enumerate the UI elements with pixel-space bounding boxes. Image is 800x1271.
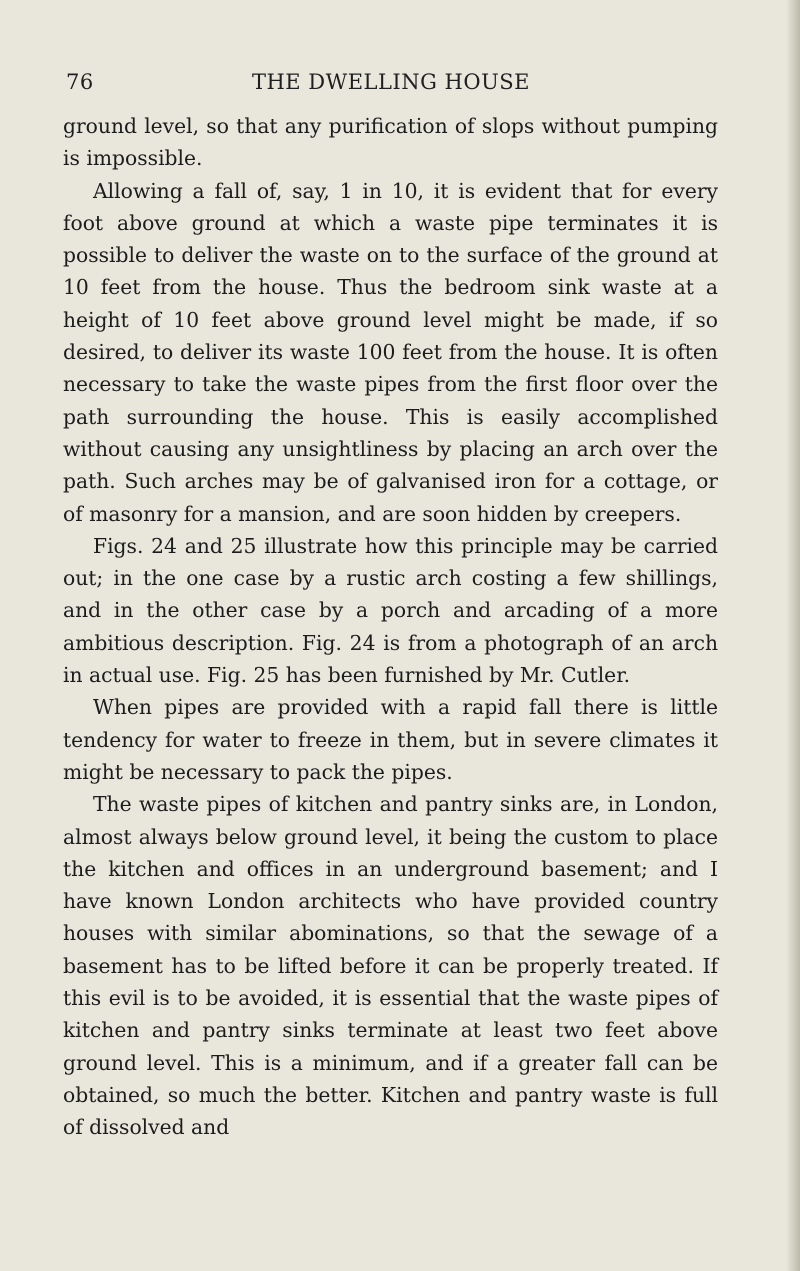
- paragraph-fall-calculation: Allowing a fall of, say, 1 in 10, it is evident that for every foot above ground at which a waste pipe terminates it is possible to deliver the waste on to the surface of the ground at 10 feet from the house. Thus the bedroom sink waste at a height of 10 feet above ground level might be made, if so desired, to deliver its waste 100 feet from the house. It is often necessary to take the waste pipes from the first floor over the path surrounding the house. This is easily accomplished without causing any unsightliness by placing an arch over the path. Such arches may be of galvanised iron for a cottage, or of masonry for a mansion, and are soon hidden by creepers.: [63, 178, 718, 526]
- page-edge-shadow: [786, 0, 800, 1271]
- running-title: THE DWELLING HOUSE: [251, 70, 531, 94]
- body-text: [63, 110, 718, 1144]
- paragraph-freezing: When pipes are provided with a rapid fall there is little tendency for water to freeze in them, but in severe climates it might be necessary to pack the pipes.: [63, 695, 718, 784]
- running-header: [66, 70, 716, 98]
- paragraph-figures: Figs. 24 and 25 illustrate how this principle may be carried out; in the one case by a rustic arch costing a few shillings, and in the other case by a porch and arcading of a more ambitious description. Fig. 24 is from a photograph of an arch in actual use. Fig. 25 has been furnished by Mr. Cutler.: [63, 533, 718, 688]
- paragraph-continuation: ground level, so that any purification of slops without pumping is impossible.: [63, 114, 718, 171]
- page-number: 76: [66, 70, 94, 94]
- paragraph-kitchen-waste: The waste pipes of kitchen and pantry sinks are, in London, almost always below ground level, it being the custom to place the kitchen and offices in an underground basement; and I have known London architects who have provided country houses with similar abominations, so that the sewage of a basement has to be lifted before it can be properly treated. If this evil is to be avoided, it is essential that the waste pipes of kitchen and pantry sinks terminate at least two feet above ground level. This is a minimum, and if a greater fall can be obtained, so much the better. Kitchen and pantry waste is full of dissolved and: [63, 792, 718, 1140]
